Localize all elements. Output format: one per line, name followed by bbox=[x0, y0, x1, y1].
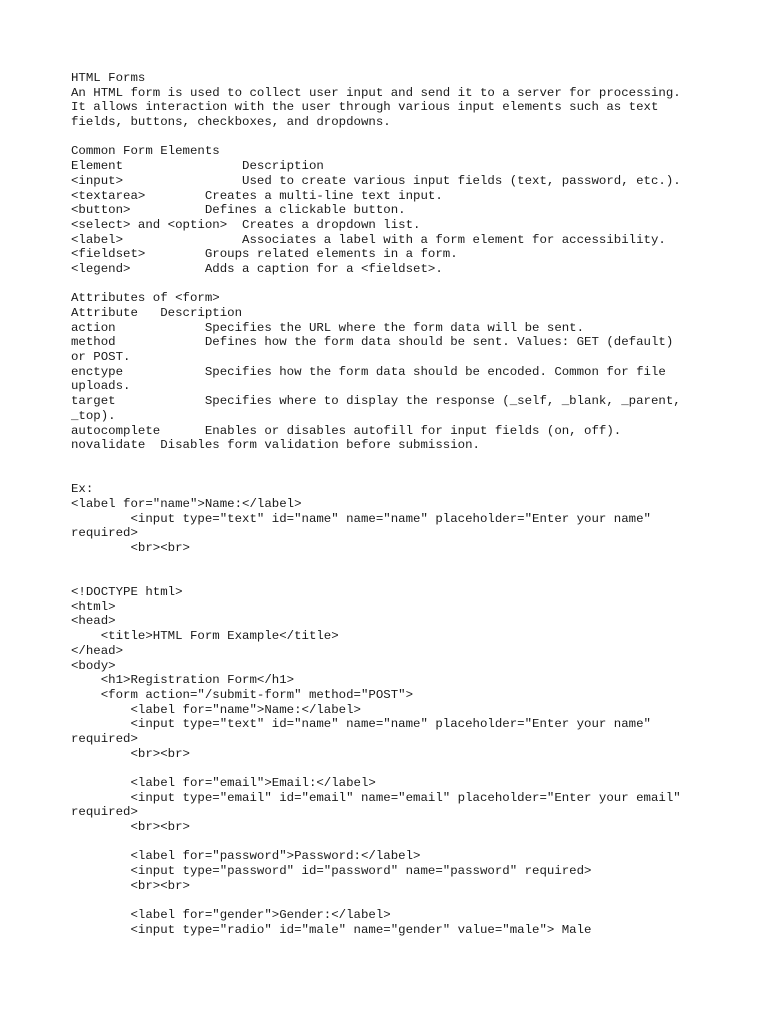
document-page bbox=[71, 71, 711, 938]
code-line: required> bbox=[71, 805, 138, 820]
code-line: <br><br> bbox=[71, 820, 190, 835]
code-line: <label for="gender">Gender:</label> bbox=[71, 908, 391, 923]
attributes-row: uploads. bbox=[71, 379, 131, 394]
code-line: <input type="text" id="name" name="name" placeholder="Enter your name" bbox=[71, 717, 651, 732]
attributes-row: method Defines how the form data should be sent. Values: GET (default) bbox=[71, 335, 674, 350]
example-heading: Ex: bbox=[71, 482, 94, 497]
code-line: <title>HTML Form Example</title> bbox=[71, 629, 339, 644]
code-line: required> bbox=[71, 731, 138, 746]
attributes-row: target Specifies where to display the response (_self, _blank, _parent, bbox=[71, 394, 681, 409]
intro-line: An HTML form is used to collect user input and send it to a server for processing. bbox=[71, 85, 681, 100]
attributes-row: _top). bbox=[71, 408, 116, 423]
code-line: <br><br> bbox=[71, 878, 190, 893]
example-code-line: <br><br> bbox=[71, 541, 190, 555]
elements-row: <textarea> Creates a multi-line text input. bbox=[71, 188, 443, 203]
example-code-line: required> bbox=[71, 526, 138, 541]
attributes-heading: Attributes of <form> bbox=[71, 291, 220, 306]
intro-line: fields, buttons, checkboxes, and dropdowns. bbox=[71, 115, 391, 130]
elements-table-header: Element Description bbox=[71, 159, 324, 174]
example-code-line: <label for="name">Name:</label> bbox=[71, 496, 302, 511]
code-line: <html> bbox=[71, 599, 116, 614]
code-line: <label for="name">Name:</label> bbox=[71, 702, 361, 717]
elements-row: <input> Used to create various input fields (text, password, etc.). bbox=[71, 173, 681, 188]
code-line: <!DOCTYPE html> bbox=[71, 585, 183, 600]
code-line: <input type="email" id="email" name="email" placeholder="Enter your email" bbox=[71, 790, 681, 805]
elements-row: <select> and <option> Creates a dropdown list. bbox=[71, 217, 421, 232]
code-line: <input type="radio" id="male" name="gender" value="male"> Male bbox=[71, 922, 592, 937]
code-line: <h1>Registration Form</h1> bbox=[71, 673, 295, 688]
code-line bbox=[71, 894, 711, 909]
code-line: <br><br> bbox=[71, 746, 190, 761]
attributes-row: autocomplete Enables or disables autofill for input fields (on, off). bbox=[71, 423, 622, 438]
code-line: <head> bbox=[71, 614, 116, 629]
code-line bbox=[71, 835, 711, 850]
code-line: <input type="password" id="password" name="password" required> bbox=[71, 864, 592, 879]
attributes-row: novalidate Disables form validation before submission. bbox=[71, 438, 480, 453]
code-line: <label for="password">Password:</label> bbox=[71, 849, 421, 864]
example-code-line: <input type="text" id="name" name="name" placeholder="Enter your name" bbox=[71, 511, 651, 526]
code-line: <body> bbox=[71, 658, 116, 673]
blank-line bbox=[71, 468, 711, 483]
blank-line bbox=[71, 556, 711, 571]
blank-line bbox=[71, 130, 711, 145]
elements-row: <button> Defines a clickable button. bbox=[71, 203, 406, 218]
elements-row: <label> Associates a label with a form element for accessibility. bbox=[71, 232, 666, 247]
code-line: </head> bbox=[71, 643, 124, 658]
elements-row: <fieldset> Groups related elements in a form. bbox=[71, 247, 458, 262]
attributes-table-header: Attribute Description bbox=[71, 306, 243, 320]
code-line: <label for="email">Email:</label> bbox=[71, 776, 376, 790]
attributes-row: action Specifies the URL where the form data will be sent. bbox=[71, 320, 585, 335]
blank-line bbox=[71, 453, 711, 468]
blank-line bbox=[71, 570, 711, 585]
elements-row: <legend> Adds a caption for a <fieldset>. bbox=[71, 261, 443, 276]
attributes-row: or POST. bbox=[71, 350, 131, 365]
document-title: HTML Forms bbox=[71, 71, 146, 85]
intro-line: It allows interaction with the user through various input elements such as text bbox=[71, 100, 659, 115]
attributes-row: enctype Specifies how the form data should be encoded. Common for file bbox=[71, 364, 666, 379]
blank-line bbox=[71, 277, 711, 292]
code-line: <form action="/submit-form" method="POST"> bbox=[71, 687, 414, 702]
elements-heading: Common Form Elements bbox=[71, 144, 220, 159]
code-line bbox=[71, 761, 711, 776]
